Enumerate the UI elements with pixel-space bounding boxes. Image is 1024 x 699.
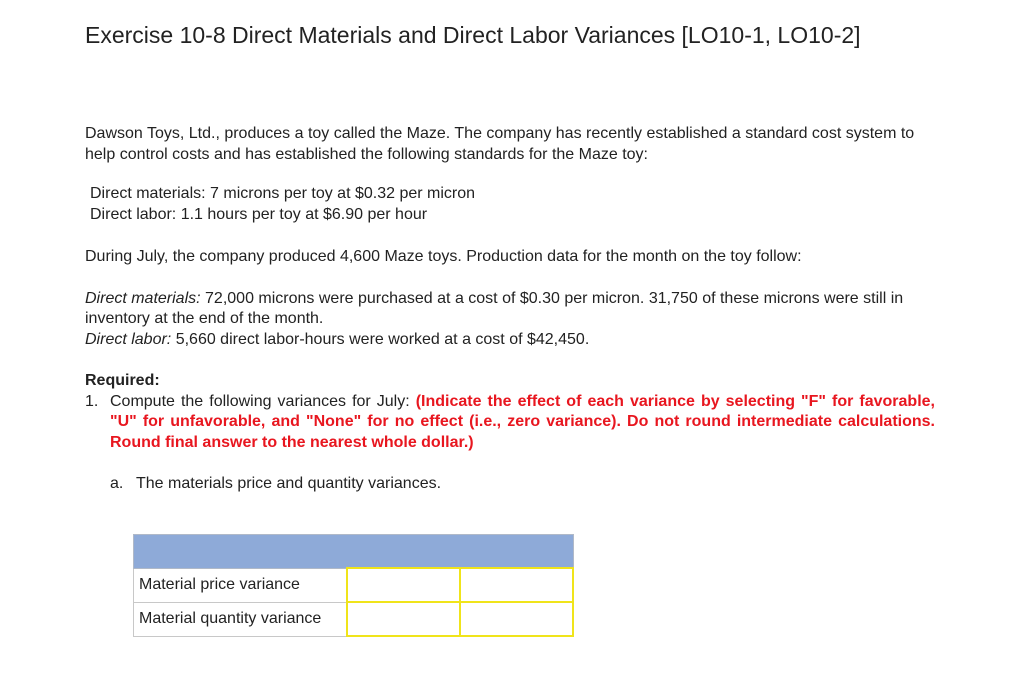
- material-price-amount-cell[interactable]: [347, 568, 460, 602]
- standard-materials: Direct materials: 7 microns per toy at $0.32 per micron: [90, 185, 476, 202]
- row-label-material-price: Material price variance: [134, 568, 348, 602]
- production-labor-label: Direct labor:: [85, 330, 172, 348]
- variance-table-header-cell: [134, 535, 574, 569]
- standards-block: [85, 184, 935, 225]
- production-data: [85, 289, 935, 351]
- requirement-1-number: 1.: [85, 392, 99, 410]
- material-quantity-effect-select[interactable]: [461, 605, 572, 633]
- exercise-title: Exercise 10-8 Direct Materials and Direct Labor Variances [LO10-1, LO10-2]: [85, 22, 861, 48]
- required-heading: Required:: [85, 372, 160, 389]
- requirement-1a-text: The materials price and quantity variances.: [136, 475, 442, 492]
- requirement-1-instruction: (Indicate the effect of each variance by selecting "F" for favorable, "U" for unfavorable, and "None" for no effect (i.e., zero variance). Do not round intermediate calculations. Round final answer to the nearest whole dollar.): [110, 392, 935, 451]
- row-label-material-quantity: Material quantity variance: [134, 602, 348, 636]
- production-materials-label: Direct materials:: [85, 289, 201, 307]
- during-paragraph: During July, the company produced 4,600 Maze toys. Production data for the month on the toy follow:: [85, 248, 802, 265]
- production-materials: [85, 289, 935, 330]
- requirement-1-text: Compute the following variances for July:: [110, 392, 416, 410]
- requirement-1: [85, 392, 935, 454]
- production-labor: [85, 330, 935, 351]
- table-row: [134, 568, 574, 602]
- production-materials-text: 72,000 microns were purchased at a cost of $0.30 per micron. 31,750 of these microns were still in inventory at the end of the month.: [85, 289, 904, 327]
- material-price-amount-input[interactable]: [348, 571, 459, 599]
- intro-paragraph: Dawson Toys, Ltd., produces a toy called the Maze. The company has recently established a standard cost system to help control costs and has established the following standards for the Maze toy:: [85, 125, 915, 163]
- requirement-1a: [85, 474, 935, 495]
- table-row: [134, 602, 574, 636]
- production-labor-text: 5,660 direct labor-hours were worked at a cost of $42,450.: [171, 330, 590, 348]
- material-price-effect-cell[interactable]: [460, 568, 573, 602]
- requirement-1-body: [110, 392, 935, 454]
- standard-labor: Direct labor: 1.1 hours per toy at $6.90 per hour: [90, 205, 428, 223]
- material-quantity-amount-input[interactable]: [348, 605, 459, 633]
- material-quantity-effect-cell[interactable]: [460, 602, 573, 636]
- exercise-content: [85, 124, 935, 495]
- material-quantity-amount-cell[interactable]: [347, 602, 460, 636]
- material-price-effect-select[interactable]: [461, 571, 572, 599]
- variance-table-header: [134, 535, 574, 569]
- variance-table: [133, 534, 574, 637]
- requirement-1a-letter: a.: [110, 475, 124, 492]
